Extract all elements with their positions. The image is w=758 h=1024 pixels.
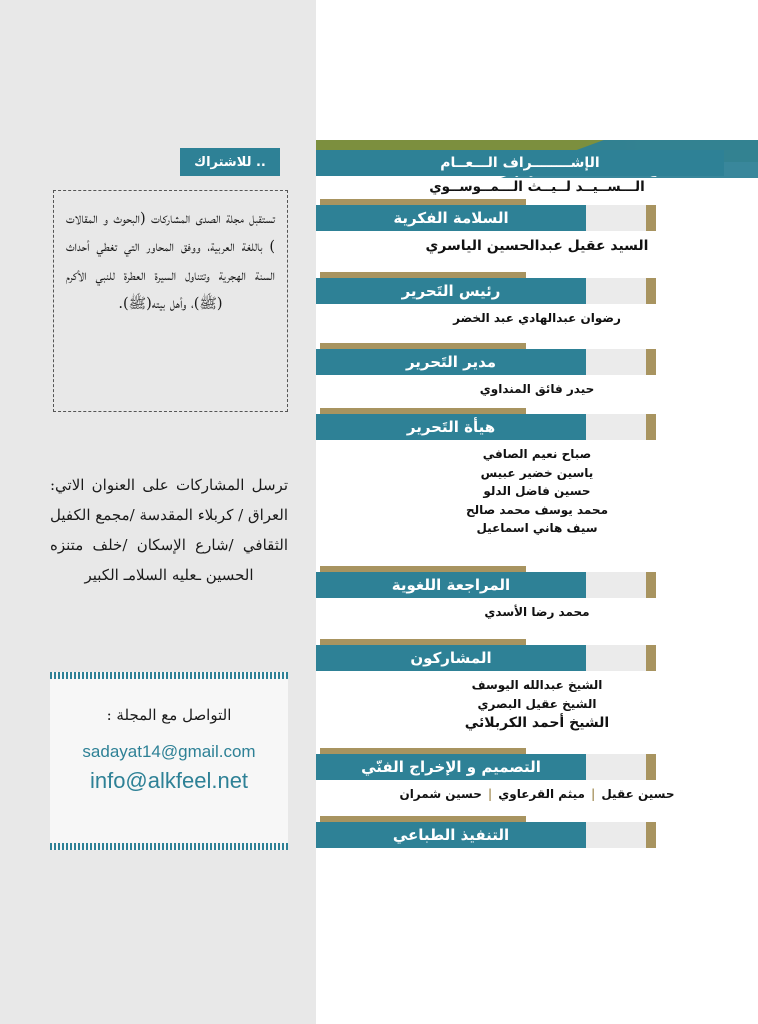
gray-tail — [581, 414, 656, 440]
khaki-accent-end — [646, 278, 656, 304]
credit-section — [316, 414, 758, 538]
supervision-name: الـــســيــد لــيــث الـــمــوســوي — [429, 179, 645, 195]
submission-address-text: ترسل المشاركات على العنوان الاتي: العراق / كربلاء المقدسة /مجمع الكفيل الثقافي /شارع الإسكان /خلف متنزه الحسين ـعليه السلامـ الكبير — [50, 476, 288, 584]
credit-section-names — [316, 231, 758, 258]
credit-section-names — [316, 375, 758, 399]
credit-section-names — [316, 780, 758, 804]
gray-tail — [581, 349, 656, 375]
gray-tail — [581, 822, 656, 848]
credit-section-title: رئيس التَحرير — [316, 278, 586, 304]
credit-name: الشيخ عبدالله اليوسف — [471, 678, 603, 692]
credit-section — [316, 645, 758, 735]
contact-email-gmail[interactable]: sadayat14@gmail.com — [82, 742, 256, 761]
gray-tail — [581, 645, 656, 671]
credit-name: صباح نعيم الصافي — [482, 447, 592, 461]
credit-section-bar — [316, 414, 758, 440]
credit-section-names — [316, 598, 758, 622]
credit-section-bar — [316, 205, 758, 231]
credit-section — [316, 822, 758, 853]
credit-section-names — [316, 440, 758, 538]
khaki-accent-end — [646, 205, 656, 231]
credit-name: الشيخ عقيل البصري — [477, 696, 597, 711]
credit-name: ياسين خضير عبيس — [480, 465, 594, 480]
gray-tail — [581, 278, 656, 304]
credit-section-title: المشاركون — [316, 645, 586, 671]
gray-tail — [581, 754, 656, 780]
credit-section-title: مدير التَحرير — [316, 349, 586, 375]
khaki-accent-end — [646, 349, 656, 375]
credit-section-title: التصميم و الإخراج الفنّي — [316, 754, 586, 780]
credit-name: حيدر فائق المنداوي — [479, 382, 595, 396]
credit-section-bar — [316, 278, 758, 304]
credit-section-title: السلامة الفكرية — [316, 205, 586, 231]
subscription-note-box — [53, 190, 288, 412]
credit-name: حسين عقيل|ميثم القرعاوي|حسين شمران — [399, 787, 675, 801]
supervision-title: الإشــــــــراف الـــعــام — [316, 150, 724, 176]
contact-box-bottom-rule — [50, 843, 288, 850]
khaki-accent-end — [646, 822, 656, 848]
credit-section-title: المراجعة اللغوية — [316, 572, 586, 598]
credit-section — [316, 754, 758, 804]
subscription-note-text: تستقبل مجلة الصدى المشاركات (البحوث و المقالات ) باللغة العربية، ووفق المحاور التي تغطي أحداث السنة الهجرية وتتناول السيرة العطرة للنبي الأكرم (ﷺ)، وأهل بيته(ﷺ). — [66, 211, 275, 312]
gray-tail — [581, 205, 656, 231]
credit-name: محمد يوسف محمد صالح — [465, 502, 609, 517]
credit-section — [316, 572, 758, 622]
credit-name: رضوان عبدالهادي عبد الخضر — [453, 311, 621, 325]
credit-section-bar — [316, 822, 758, 848]
credits-column — [316, 0, 758, 1024]
credit-name: السيد عقيل عبدالحسين الياسري — [425, 238, 649, 254]
credit-section-bar — [316, 349, 758, 375]
credit-name: محمد رضا الأسدي — [484, 605, 590, 619]
credit-name: الشيخ أحمد الكربلائي — [464, 715, 610, 732]
credit-section — [316, 349, 758, 399]
credit-section-title: التنفيذ الطباعي — [316, 822, 586, 848]
credit-name: حسين فاضل الدلو — [483, 484, 591, 499]
khaki-accent-end — [646, 645, 656, 671]
contact-box — [50, 672, 288, 850]
khaki-accent-end — [646, 572, 656, 598]
credit-section-bar — [316, 645, 758, 671]
gray-tail — [581, 572, 656, 598]
khaki-accent-end — [646, 754, 656, 780]
credit-section-names — [316, 848, 758, 853]
credit-section — [316, 205, 758, 258]
credit-section-title: هيأة التَحرير — [316, 414, 586, 440]
contact-label: التواصل مع المجلة : — [106, 706, 232, 724]
credit-name: سيف هاني اسماعيل — [476, 521, 598, 536]
credit-section — [316, 278, 758, 328]
contact-email-alkfeel[interactable]: info@alkfeel.net — [89, 768, 249, 793]
khaki-accent-end — [646, 414, 656, 440]
credit-section-bar — [316, 754, 758, 780]
credit-section-names — [316, 304, 758, 328]
contact-box-top-rule — [50, 672, 288, 679]
credit-section-names — [316, 671, 758, 735]
credit-section-bar — [316, 572, 758, 598]
subscription-tab-label: .. للاشتراك — [180, 148, 280, 176]
